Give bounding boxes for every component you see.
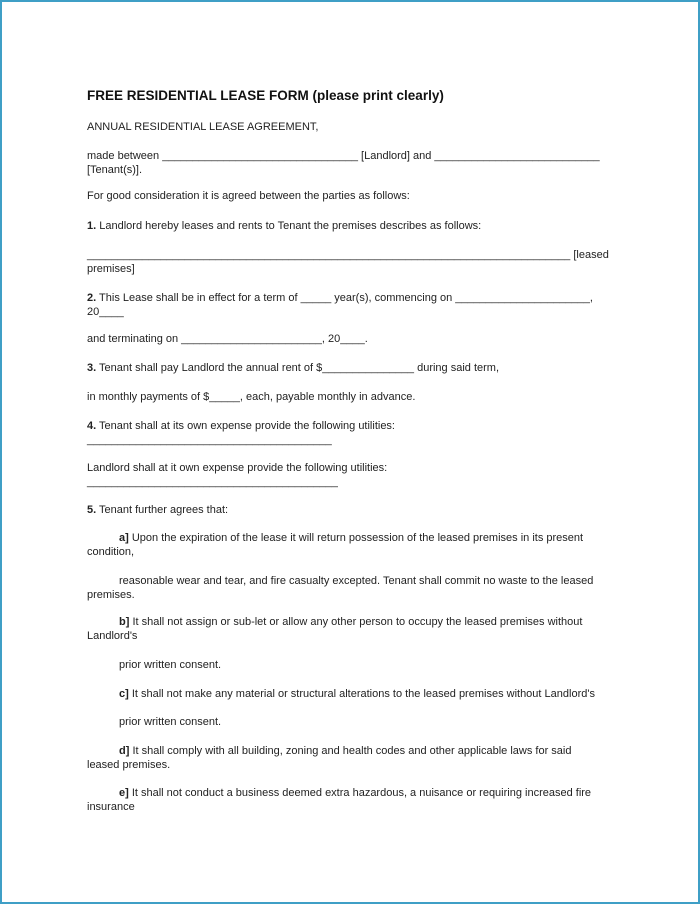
clause-5d-label: d]	[119, 745, 130, 757]
clause-5d-text: It shall comply with all building, zoning and health codes and other applicable laws for said leased premises.	[87, 745, 572, 771]
clause-1-text: Landlord hereby leases and rents to Tenant the premises describes as follows:	[96, 220, 482, 232]
clause-5-number: 5.	[87, 504, 97, 516]
clause-3-number: 3.	[87, 362, 97, 374]
clause-5	[87, 504, 617, 518]
clause-5e-text: It shall not conduct a business deemed extra hazardous, a nuisance or requiring increased fire insurance	[87, 787, 592, 813]
clause-4-text: Tenant shall at its own expense provide the following utilities: ________________________________________	[87, 420, 395, 446]
clause-5c-label: c]	[119, 688, 129, 700]
clause-5b-continued: prior written consent.	[119, 659, 222, 671]
termination-line: and terminating on _______________________, 20____.	[87, 333, 368, 345]
consideration-line: For good consideration it is agreed between the parties as follows:	[87, 190, 410, 202]
agreement-heading: ANNUAL RESIDENTIAL LEASE AGREEMENT,	[87, 121, 319, 133]
clause-5c-continued: prior written consent.	[119, 716, 222, 728]
clause-4-number: 4.	[87, 420, 97, 432]
landlord-utilities-line: Landlord shall at it own expense provide the following utilities: _________________________________________	[87, 462, 388, 488]
clause-5d	[87, 745, 617, 772]
clause-5-text: Tenant further agrees that:	[96, 504, 229, 516]
clause-2-text: This Lease shall be in effect for a term of _____ year(s), commencing on ______________________, 20____	[87, 292, 593, 318]
document-title: FREE RESIDENTIAL LEASE FORM (please print clearly)	[87, 88, 444, 103]
clause-5a-text: Upon the expiration of the lease it will return possession of the leased premises in its present condition,	[87, 532, 584, 558]
monthly-payments-line: in monthly payments of $_____, each, payable monthly in advance.	[87, 391, 416, 403]
clause-5e	[87, 787, 617, 814]
clause-2	[87, 292, 617, 319]
clause-2-number: 2.	[87, 292, 97, 304]
parties-line: made between ________________________________ [Landlord] and ___________________________ [Tenant(s)].	[87, 150, 600, 176]
clause-3	[87, 362, 617, 376]
clause-1-number: 1.	[87, 220, 97, 232]
clause-5a-continued: reasonable wear and tear, and fire casualty excepted. Tenant shall commit no waste to the leased premises.	[87, 575, 594, 601]
clause-5e-label: e]	[119, 787, 129, 799]
clause-5b	[87, 616, 617, 643]
clause-5b-text: It shall not assign or sub-let or allow any other person to occupy the leased premises without Landlord's	[87, 616, 583, 642]
clause-5b-label: b]	[119, 616, 130, 628]
clause-3-text: Tenant shall pay Landlord the annual rent of $_______________ during said term,	[96, 362, 500, 374]
clause-5a-label: a]	[119, 532, 129, 544]
clause-1	[87, 220, 617, 234]
clause-4	[87, 420, 617, 447]
leased-premises-line: _______________________________________________________________________________ [leased premises]	[87, 249, 609, 275]
clause-5c	[87, 688, 617, 702]
clause-5c-text: It shall not make any material or structural alterations to the leased premises without Landlord's	[128, 688, 595, 700]
clause-5a	[87, 532, 617, 559]
